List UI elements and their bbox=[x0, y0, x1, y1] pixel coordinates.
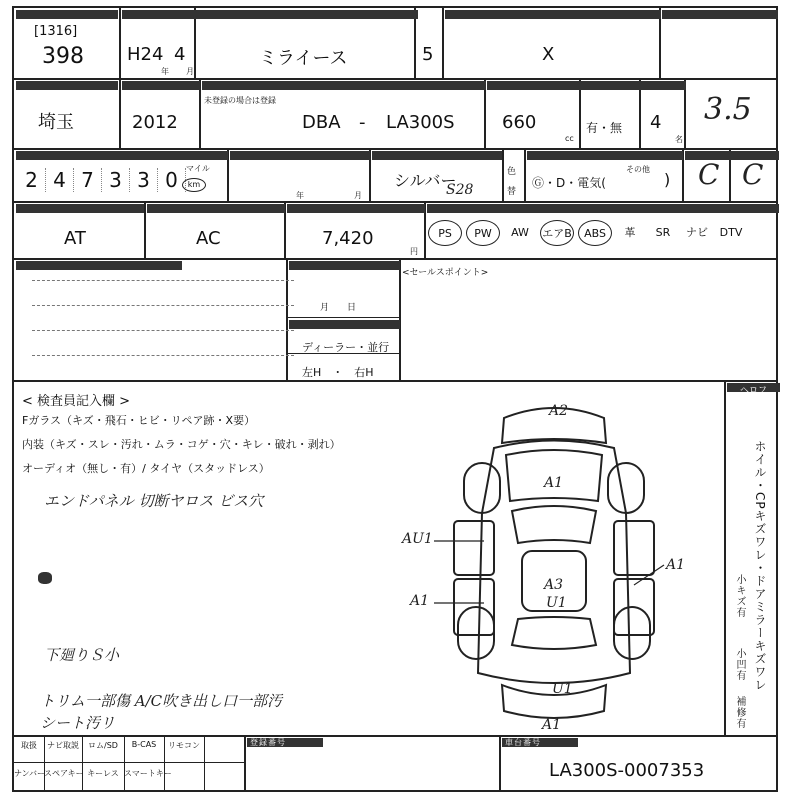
seat-unit: 名 bbox=[675, 135, 683, 144]
mileage-digit: 0 bbox=[158, 168, 186, 192]
header-bar bbox=[16, 81, 118, 90]
col-divider bbox=[119, 8, 121, 148]
equipment-item: ナビ bbox=[686, 226, 708, 239]
header-bar bbox=[527, 151, 683, 160]
header-bar bbox=[289, 261, 400, 270]
body-color: シルバー bbox=[394, 171, 457, 190]
mileage-digit: 3 bbox=[102, 168, 130, 192]
mileage-unit-miles: マイル bbox=[186, 164, 210, 173]
mileage-digit: 4 bbox=[46, 168, 74, 192]
year-mark: 年 bbox=[296, 191, 304, 200]
lot-code: [1316] bbox=[34, 24, 78, 39]
accessory-cell: B-CAS bbox=[131, 740, 157, 749]
fuel-close: ) bbox=[664, 170, 671, 189]
prefecture: 埼玉 bbox=[38, 112, 74, 133]
equipment-item: SR bbox=[655, 226, 671, 239]
cell-divider bbox=[14, 762, 244, 763]
inspection-title: < 検査員記入欄 > bbox=[22, 394, 131, 409]
damage-right: A1 bbox=[666, 557, 686, 573]
audio-tire-line: オーディオ（無し・有）/ タイヤ（スタッドレス） bbox=[22, 462, 270, 475]
damage-bottom: A1 bbox=[542, 717, 562, 733]
header-bar bbox=[16, 151, 228, 160]
accessory-cell: ロム/SD bbox=[88, 741, 118, 750]
chassis-number: LA300S-0007353 bbox=[549, 760, 705, 781]
accessory-cell bbox=[164, 768, 204, 779]
equipment-item: 革 bbox=[624, 226, 636, 239]
month-mark: 月 bbox=[354, 191, 362, 200]
dealer-parallel: ディーラー・並行 bbox=[302, 341, 390, 354]
interior-line: 内装（キズ・スレ・汚れ・ムラ・コゲ・穴・キレ・破れ・剥れ） bbox=[22, 438, 341, 451]
chassis-label: 車台番号 bbox=[502, 738, 578, 747]
header-bar bbox=[122, 10, 418, 19]
recycle-fee: 7,420 bbox=[322, 228, 374, 249]
row-divider bbox=[14, 78, 776, 80]
auction-score: 3.5 bbox=[704, 92, 752, 127]
ink-blot bbox=[38, 572, 52, 584]
month-mark: 月 bbox=[186, 67, 194, 76]
mileage-digit: 2 bbox=[18, 168, 46, 192]
col-divider bbox=[502, 148, 504, 201]
row-divider bbox=[14, 201, 776, 203]
right-column-header: ヘロフ bbox=[740, 386, 768, 396]
type-dash: - bbox=[359, 112, 366, 133]
handwritten-note: トリム一部傷 A/C吹き出し口一部汚 bbox=[40, 692, 283, 710]
equipment-item: DTV bbox=[719, 226, 743, 239]
registration-date: 月 日 bbox=[320, 303, 357, 313]
header-bar bbox=[230, 151, 370, 160]
note-line bbox=[32, 280, 294, 281]
damage-roof: A3 bbox=[544, 577, 564, 593]
repair-mark: 補修有 bbox=[734, 696, 745, 729]
col-divider bbox=[499, 735, 501, 790]
cell-divider bbox=[286, 317, 399, 318]
auction-sheet bbox=[12, 6, 778, 792]
type-prefix: DBA bbox=[302, 112, 341, 133]
accessory-cell: スペアキー bbox=[44, 769, 84, 778]
damage-left-rear: A1 bbox=[410, 593, 430, 609]
model-code: LA300S bbox=[386, 112, 455, 133]
damage-left-front: AU1 bbox=[402, 531, 433, 547]
col-divider bbox=[524, 148, 526, 201]
header-bar bbox=[287, 204, 425, 213]
equipment-item: PW bbox=[466, 220, 500, 246]
accessory-cell: 取扱 bbox=[21, 741, 37, 750]
handwritten-note: 下廻りＳ小 bbox=[44, 646, 120, 664]
cc-unit: cc bbox=[565, 134, 574, 143]
equipment-list bbox=[428, 220, 750, 246]
wheel-mirror-note: ホイル・CPキズワレ・ドアミラーキズワレ bbox=[753, 440, 767, 692]
accessory-cell: ナビ取説 bbox=[47, 741, 79, 750]
row-divider bbox=[14, 735, 776, 737]
col-divider bbox=[144, 201, 146, 258]
accessory-cell: スマートキー bbox=[124, 769, 172, 778]
color-change-top: 色 bbox=[507, 167, 517, 177]
header-bar bbox=[122, 81, 200, 90]
year-ad: 2012 bbox=[132, 112, 178, 133]
month: 4 bbox=[174, 44, 186, 65]
mileage-unit-km: km bbox=[182, 178, 206, 192]
row-divider bbox=[14, 148, 776, 150]
era-year: H24 bbox=[127, 44, 164, 65]
damage-front: A2 bbox=[549, 403, 569, 419]
accessory-row-bottom bbox=[14, 768, 244, 779]
col-divider bbox=[286, 258, 288, 380]
header-bar bbox=[16, 10, 118, 19]
model-name: ミライース bbox=[259, 48, 348, 69]
accessory-row-top bbox=[14, 740, 244, 751]
reg-no-label: 登録番号 bbox=[247, 738, 323, 747]
handwritten-note: シート汚リ bbox=[40, 714, 116, 732]
equipment-item: ABS bbox=[578, 220, 612, 246]
small-dent: 小凹有 bbox=[734, 648, 745, 681]
note-line bbox=[32, 355, 294, 356]
color-change-bottom: 替 bbox=[507, 187, 517, 197]
sales-point-label: <セールスポイント> bbox=[402, 268, 489, 278]
damage-rear: U1 bbox=[552, 681, 573, 697]
row-divider bbox=[14, 380, 776, 382]
color-code: S28 bbox=[446, 182, 474, 198]
turbo-presence: 有・無 bbox=[586, 121, 623, 135]
handle-side: 左H ・ 右H bbox=[302, 366, 374, 379]
fuel-type: Ⓖ・D・電気( bbox=[532, 176, 606, 190]
col-divider bbox=[244, 735, 246, 790]
note-line bbox=[32, 330, 294, 331]
header-bar bbox=[662, 10, 778, 19]
car-diagram bbox=[394, 393, 714, 733]
first-reg-note: 未登録の場合は登録 bbox=[204, 96, 276, 105]
aircon: AC bbox=[196, 228, 221, 249]
damage-roof-sub: U1 bbox=[546, 595, 567, 611]
col-divider bbox=[399, 258, 401, 380]
accessory-cell: キーレス bbox=[87, 769, 119, 778]
interior-grade: C bbox=[698, 158, 720, 191]
exterior-grade: C bbox=[742, 158, 764, 191]
header-bar bbox=[16, 261, 182, 270]
seat-count: 4 bbox=[650, 112, 662, 133]
year-mark: 年 bbox=[161, 67, 169, 76]
header-bar bbox=[427, 204, 779, 213]
row-divider bbox=[14, 258, 776, 260]
header-bar bbox=[147, 204, 285, 213]
header-bar bbox=[372, 151, 502, 160]
handwritten-note: エンドパネル 切断ヤロス ビス穴 bbox=[44, 492, 264, 510]
header-bar bbox=[487, 81, 686, 90]
door-count: 5 bbox=[422, 44, 434, 65]
small-scratch: 小キズ有 bbox=[734, 574, 745, 618]
header-bar bbox=[202, 81, 486, 90]
mileage-digit: 3 bbox=[130, 168, 158, 192]
windshield-line: Fガラス（キズ・飛石・ヒビ・リペア跡・X要） bbox=[22, 414, 256, 427]
col-divider bbox=[724, 380, 726, 735]
equipment-item: AW bbox=[511, 226, 529, 239]
yen-unit: 円 bbox=[410, 247, 418, 256]
header-bar bbox=[16, 204, 144, 213]
equipment-item: エアB bbox=[540, 220, 574, 246]
fuel-other: その他 bbox=[626, 165, 650, 174]
header-bar bbox=[445, 10, 661, 19]
grade: X bbox=[542, 44, 555, 65]
note-line bbox=[32, 305, 294, 306]
equipment-item: PS bbox=[428, 220, 462, 246]
damage-hood: A1 bbox=[544, 475, 564, 491]
mileage-digits bbox=[18, 168, 186, 192]
mileage-digit: 7 bbox=[74, 168, 102, 192]
lot-number: 398 bbox=[42, 44, 84, 69]
transmission: AT bbox=[64, 228, 86, 249]
accessory-cell: ナンバー bbox=[14, 769, 46, 778]
accessory-cell: リモコン bbox=[168, 741, 200, 750]
col-divider bbox=[442, 8, 444, 78]
displacement: 660 bbox=[502, 112, 537, 133]
header-bar bbox=[289, 320, 400, 329]
